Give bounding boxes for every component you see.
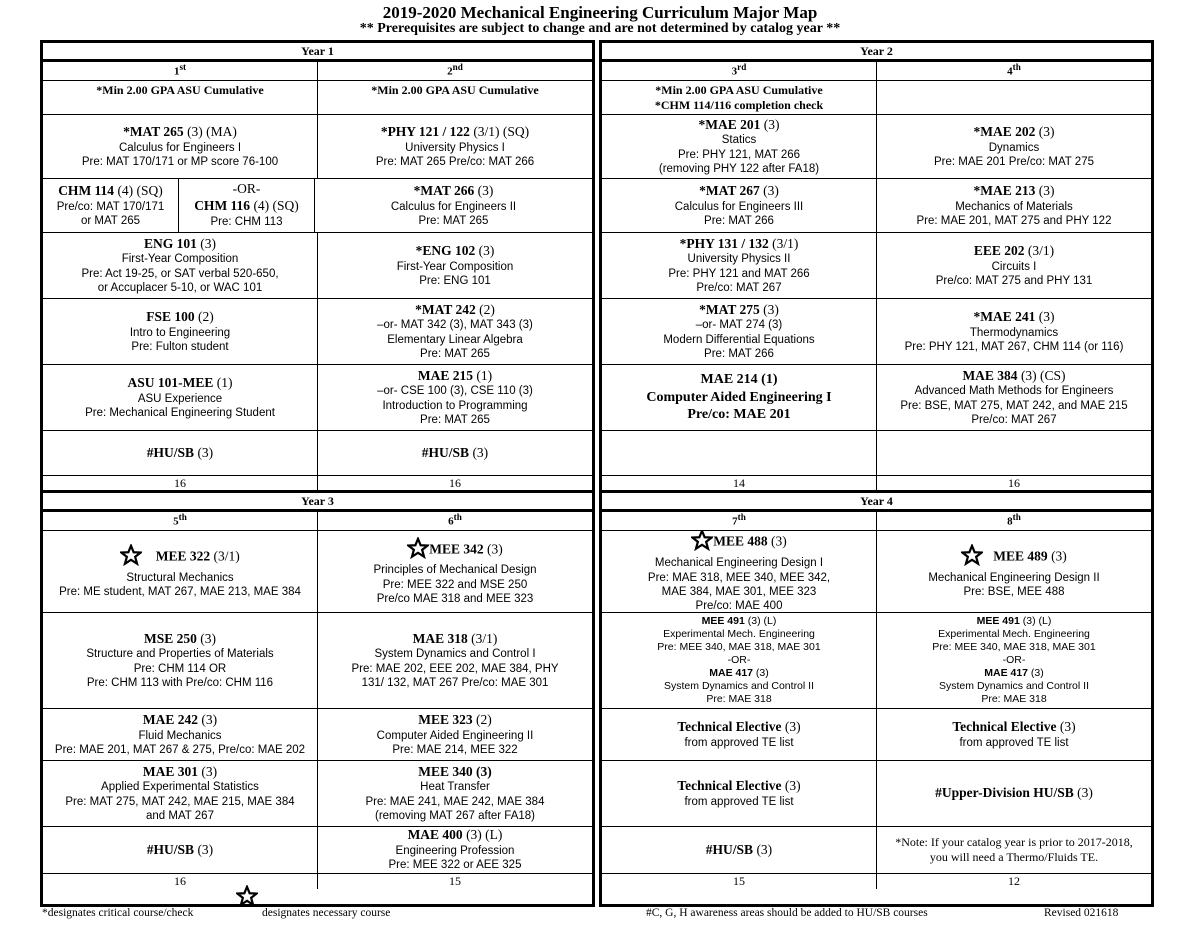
course-mae241: *MAE 241 (3) Thermodynamics Pre: PHY 121, MAT 267, CHM 114 (or 116) bbox=[876, 299, 1151, 364]
year-2-header: Year 2 bbox=[602, 43, 1151, 61]
course-mee340: MEE 340 (3) Heat Transfer Pre: MAE 241, MAE 242, MAE 384 (removing MAT 267 after FA18) bbox=[317, 761, 592, 826]
star-icon bbox=[120, 544, 142, 571]
course-husb: #HU/SB (3) bbox=[317, 431, 592, 475]
right-panel bbox=[599, 40, 1154, 907]
course-mae318: MAE 318 (3/1) System Dynamics and Control I Pre: MAE 202, EEE 202, MAE 384, PHY 131/ 132, MAT 267 Pre/co: MAE 301 bbox=[317, 613, 592, 708]
year-3-header: Year 3 bbox=[43, 490, 592, 511]
course-husb: #HU/SB (3) bbox=[146, 841, 214, 857]
credit-total-sem8: 12 bbox=[876, 874, 1151, 889]
course-mse250: MSE 250 (3) Structure and Properties of Materials Pre: CHM 114 OR Pre: CHM 113 with Pre/co: CHM 116 bbox=[86, 630, 274, 690]
course-husb: #HU/SB (3) bbox=[705, 841, 773, 857]
course-mee491-or-mae417: MEE 491 (3) (L) Experimental Mech. Engineering Pre: MEE 340, MAE 318, MAE 301 -OR- MAE 417 (3) System Dynamics and Control II Pre: MAE 318 bbox=[657, 614, 821, 706]
credit-total-sem7: 15 bbox=[733, 874, 745, 888]
thermo-fluids-note: *Note: If your catalog year is prior to 2017-2018, you will need a Thermo/Fluids TE. bbox=[876, 827, 1151, 873]
year-4-header: Year 4 bbox=[602, 490, 1151, 511]
left-panel bbox=[40, 40, 595, 907]
credit-total-sem4: 16 bbox=[876, 476, 1151, 490]
footer-awareness-note: #C, G, H awareness areas should be added to HU/SB courses bbox=[646, 907, 928, 919]
year-1-header: Year 1 bbox=[43, 43, 592, 61]
course-mat275: *MAT 275 (3) –or- MAT 274 (3) Modern Differential Equations Pre: MAT 266 bbox=[663, 301, 815, 361]
course-mee488: MEE 488 (3) Mechanical Engineering Design I Pre: MAE 318, MEE 340, MEE 342, MAE 384, MAE 301, MEE 323 Pre/co: MAE 400 bbox=[602, 531, 876, 612]
semester-6-header: 6th bbox=[317, 512, 592, 530]
credit-total-sem5: 16 bbox=[174, 874, 186, 888]
course-mat266: *MAT 266 (3) Calculus for Engineers II Pre: MAT 265 bbox=[314, 179, 592, 232]
footer-necessary-legend: designates necessary course bbox=[262, 907, 391, 919]
course-mae201: *MAE 201 (3) Statics Pre: PHY 121, MAT 266 (removing PHY 122 after FA18) bbox=[658, 116, 820, 176]
gpa-check: *Min 2.00 GPA ASU Cumulative *CHM 114/116 completion check bbox=[654, 83, 824, 112]
course-mat265: *MAT 265 (3) (MA) Calculus for Engineers I Pre: MAT 170/171 or MP score 76-100 bbox=[81, 123, 279, 168]
course-mee322: MEE 322 (3/1) Structural Mechanics Pre: ME student, MAT 267, MAE 213, MAE 384 bbox=[43, 531, 317, 612]
semester-2-header: 2nd bbox=[317, 62, 592, 80]
semester-8-header: 8th bbox=[876, 512, 1151, 530]
footer-revised: Revised 021618 bbox=[1044, 907, 1119, 919]
course-phy121: *PHY 121 / 122 (3/1) (SQ) University Physics I Pre: MAT 265 Pre/co: MAT 266 bbox=[317, 115, 592, 178]
course-mee489: MEE 489 (3) Mechanical Engineering Design II Pre: BSE, MEE 488 bbox=[876, 531, 1151, 612]
course-mae301: MAE 301 (3) Applied Experimental Statistics Pre: MAT 275, MAT 242, MAE 215, MAE 384 and MAT 267 bbox=[65, 763, 295, 823]
star-icon bbox=[691, 531, 713, 556]
gpa-check: *Min 2.00 GPA ASU Cumulative bbox=[96, 83, 264, 97]
semester-1-header: 1st bbox=[173, 62, 187, 78]
empty-cell bbox=[876, 431, 1151, 475]
course-asu101: ASU 101-MEE (1) ASU Experience Pre: Mechanical Engineering Student bbox=[85, 374, 275, 419]
course-phy131: *PHY 131 / 132 (3/1) University Physics II Pre: PHY 121 and MAT 266 Pre/co: MAT 267 bbox=[668, 235, 810, 295]
semester-7-header: 7th bbox=[732, 512, 746, 528]
course-eng102: *ENG 102 (3) First-Year Composition Pre: ENG 101 bbox=[317, 233, 592, 298]
empty-cell bbox=[602, 431, 876, 475]
empty-cell bbox=[876, 81, 1151, 114]
page-subtitle: ** Prerequisites are subject to change and are not determined by catalog year ** bbox=[359, 21, 841, 36]
course-husb: #HU/SB (3) bbox=[146, 444, 214, 460]
course-mae202: *MAE 202 (3) Dynamics Pre: MAE 201 Pre/co: MAT 275 bbox=[876, 115, 1151, 178]
footer-critical-legend: *designates critical course/check bbox=[42, 907, 194, 919]
page-title: 2019-2020 Mechanical Engineering Curriculum Major Map bbox=[382, 3, 818, 22]
course-mat267: *MAT 267 (3) Calculus for Engineers III Pre: MAT 266 bbox=[674, 182, 804, 227]
course-upper-husb: #Upper-Division HU/SB (3) bbox=[876, 761, 1151, 826]
technical-elective: Technical Elective (3) from approved TE list bbox=[876, 709, 1151, 760]
course-mee342: MEE 342 (3) Principles of Mechanical Design Pre: MEE 322 and MSE 250 Pre/co MAE 318 and MEE 323 bbox=[317, 531, 592, 612]
course-mae213: *MAE 213 (3) Mechanics of Materials Pre: MAE 201, MAT 275 and PHY 122 bbox=[876, 179, 1151, 232]
technical-elective: Technical Elective (3) from approved TE list bbox=[677, 777, 801, 808]
credit-total-sem2: 16 bbox=[317, 476, 592, 490]
course-eee202: EEE 202 (3/1) Circuits I Pre/co: MAT 275 and PHY 131 bbox=[876, 233, 1151, 298]
course-chm114-or-chm116: CHM 114 (4) (SQ) Pre/co: MAT 170/171 or MAT 265 -OR- CHM 116 (4) (SQ) Pre: CHM 113 bbox=[43, 179, 314, 232]
technical-elective: Technical Elective (3) from approved TE list bbox=[677, 718, 801, 749]
semester-3-header: 3rd bbox=[731, 62, 747, 78]
course-mae384: MAE 384 (3) (CS) Advanced Math Methods for Engineers Pre: BSE, MAT 275, MAT 242, and MAE 215 Pre/co: MAT 267 bbox=[876, 365, 1151, 430]
course-fse100: FSE 100 (2) Intro to Engineering Pre: Fulton student bbox=[129, 308, 231, 353]
course-mae215: MAE 215 (1) –or- CSE 100 (3), CSE 110 (3) Introduction to Programming Pre: MAT 265 bbox=[317, 365, 592, 430]
semester-5-header: 5th bbox=[173, 512, 187, 528]
course-mae214: MAE 214 (1) Computer Aided Engineering I Pre/co: MAE 201 bbox=[646, 372, 832, 423]
credit-total-sem3: 14 bbox=[733, 476, 745, 490]
course-mae242: MAE 242 (3) Fluid Mechanics Pre: MAE 201, MAT 267 & 275, Pre/co: MAE 202 bbox=[54, 711, 306, 756]
credit-total-sem1: 16 bbox=[174, 476, 186, 490]
gpa-check: *Min 2.00 GPA ASU Cumulative bbox=[317, 81, 592, 114]
course-mee323: MEE 323 (2) Computer Aided Engineering II Pre: MAE 214, MEE 322 bbox=[317, 709, 592, 760]
star-icon bbox=[407, 537, 429, 564]
star-icon bbox=[961, 544, 983, 571]
course-mae400: MAE 400 (3) (L) Engineering Profession Pre: MEE 322 or AEE 325 bbox=[317, 827, 592, 873]
star-icon bbox=[236, 885, 258, 912]
course-eng101: ENG 101 (3) First-Year Composition Pre: Act 19-25, or SAT verbal 520-650, or Accuplacer 5-10, or WAC 101 bbox=[81, 235, 279, 295]
course-mee491-or-mae417: MEE 491 (3) (L) Experimental Mech. Engineering Pre: MEE 340, MAE 318, MAE 301 -OR- MAE 417 (3) System Dynamics and Control II Pre: MAE 318 bbox=[876, 613, 1151, 708]
credit-total-sem6: 15 bbox=[317, 874, 592, 889]
semester-4-header: 4th bbox=[876, 62, 1151, 80]
course-mat242: *MAT 242 (2) –or- MAT 342 (3), MAT 343 (3) Elementary Linear Algebra Pre: MAT 265 bbox=[317, 299, 592, 364]
